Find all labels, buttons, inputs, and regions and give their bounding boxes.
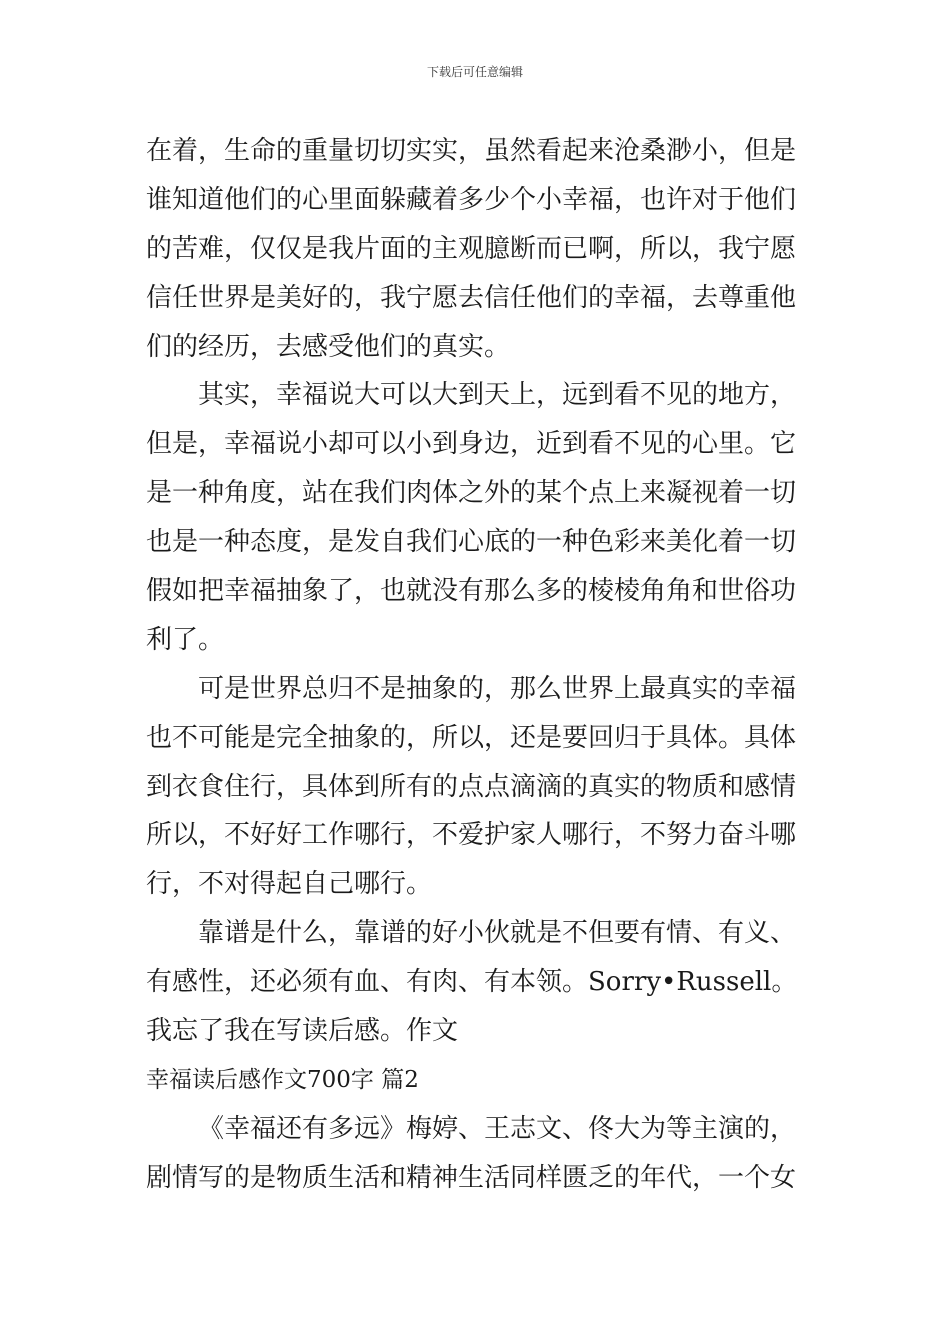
text-line: 但是，幸福说小却可以小到身边，近到看不见的心里。它 [146,429,797,460]
page-header: 下载后可任意编辑 [426,65,523,79]
text-line: 行，不对得起自己哪行。 [146,869,433,900]
text-line: 《幸福还有多远》梅婷、王志文、佟大为等主演的， [198,1113,797,1144]
document-body [146,127,808,1203]
text-line: 其实，幸福说大可以大到天上，远到看不见的地方， [198,380,797,411]
text-line: 所以，不好好工作哪行，不爱护家人哪行，不努力奋斗哪 [146,820,797,851]
text-line: 们的经历，去感受他们的真实。 [146,331,511,362]
text-line: 是一种角度，站在我们肉体之外的某个点上来凝视着一切 [146,478,797,509]
text-line: 信任世界是美好的，我宁愿去信任他们的幸福，去尊重他 [146,282,797,313]
text-line: 靠谱是什么，靠谱的好小伙就是不但要有情、有义、 [198,918,797,949]
text-line: 的苦难，仅仅是我片面的主观臆断而已啊，所以，我宁愿 [146,233,797,264]
text-line: 假如把幸福抽象了，也就没有那么多的棱棱角角和世俗功 [146,576,797,607]
text-line: 有感性，还必须有血、有肉、有本领。Sorry•Russell。 [146,967,798,998]
text-line: 也不可能是完全抽象的，所以，还是要回归于具体。具体 [146,722,797,753]
text-line: 利了。 [146,624,225,655]
text-line: 在着，生命的重量切切实实，虽然看起来沧桑渺小，但是 [146,136,797,166]
text-line: 可是世界总归不是抽象的，那么世界上最真实的幸福 [198,673,797,704]
text-line: 到衣食住行，具体到所有的点点滴滴的真实的物质和感情 [146,771,797,802]
section-heading: 幸福读后感作文700字 篇2 [146,1066,419,1093]
text-line: 也是一种态度，是发自我们心底的一种色彩来美化着一切 [146,527,797,558]
text-line: 剧情写的是物质生活和精神生活同样匮乏的年代，一个女 [146,1162,797,1193]
text-line: 我忘了我在写读后感。作文 [146,1016,459,1047]
text-line: 谁知道他们的心里面躲藏着多少个小幸福，也许对于他们 [146,184,797,215]
